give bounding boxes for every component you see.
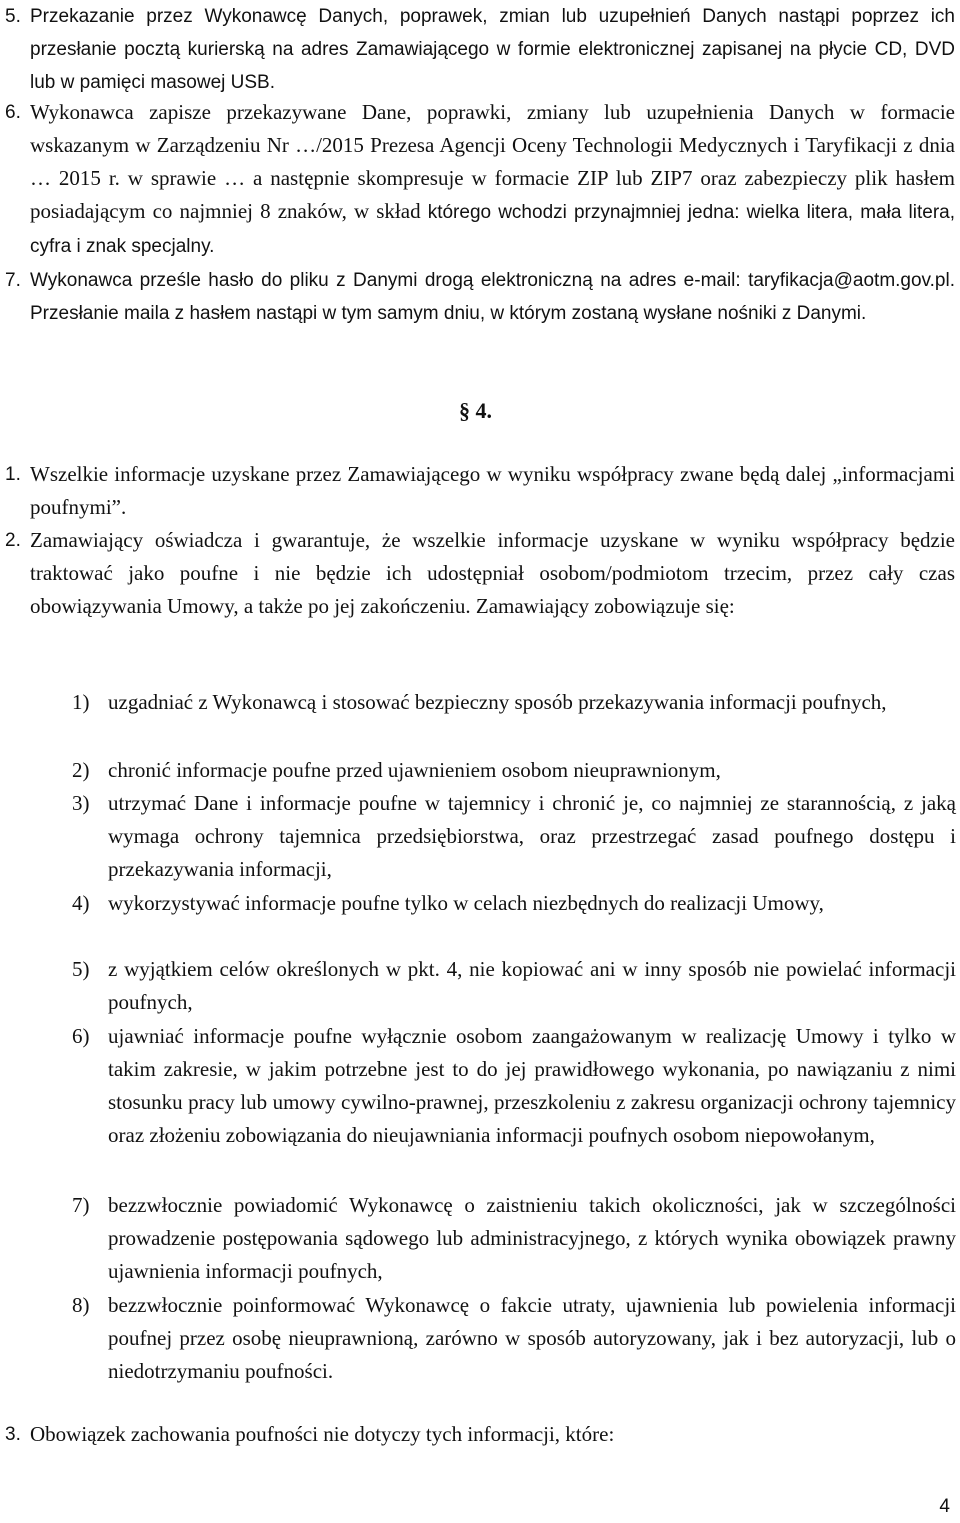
page-number: 4 — [939, 1496, 950, 1517]
paragraph-number: 1. — [5, 464, 21, 485]
obligation-item-6 — [72, 1020, 956, 1152]
obligation-item-3 — [72, 787, 956, 886]
obligation-number: 4) — [72, 891, 90, 915]
obligation-text: utrzymać Dane i informacje poufne w tajemnicy i chronić je, co najmniej ze starannością, z jaką wymaga ochrony tajemnica przedsiębiorstwa, oraz przestrzegać zasad poufnego dostępu i przekazywania informacji, — [108, 791, 956, 881]
obligation-number: 5) — [72, 957, 90, 981]
obligation-text: ujawniać informacje poufne wyłącznie osobom zaangażowanym w realizację Umowy i tylko w takim zakresie, w jakim potrzebne jest to do jej prawidłowego wykonania, po nawiązaniu z nimi stosunku pracy lub umowy cywilno-prawnej, przeszkoleniu z zakresu organizacji ochrony tajemnicy oraz złożeniu zobowiązania do nieujawniania informacji poufnych osobom niepowołanym, — [108, 1024, 956, 1147]
obligation-text: uzgadniać z Wykonawcą i stosować bezpieczny sposób przekazywania informacji poufnych, — [108, 690, 887, 714]
paragraph-7 — [0, 264, 955, 330]
paragraph-text — [30, 264, 955, 330]
paragraph-text-part-a: Wykonawca prześle hasło do pliku z Danymi drogą elektroniczną na adres e-mail: taryfikacja@aotm.gov.pl. — [30, 270, 955, 291]
paragraph-text: Wszelkie informacje uzyskane przez Zamawiającego w wyniku współpracy zwane będą dalej „informacjami poufnymi”. — [30, 462, 955, 519]
obligation-item-4 — [72, 887, 956, 920]
obligation-text: bezzwłocznie poinformować Wykonawcę o fakcie utraty, ujawnienia lub powielenia informacji poufnej przez osobę nieuprawnioną, zarówno w sposób autoryzowany, jak i bez autoryzacji, lub o niedotrzymaniu poufności. — [108, 1293, 956, 1383]
obligation-number: 2) — [72, 758, 90, 782]
paragraph-text — [30, 96, 955, 263]
paragraph-text: Obowiązek zachowania poufności nie dotyczy tych informacji, które: — [30, 1422, 615, 1446]
paragraph-number: 2. — [5, 530, 21, 551]
paragraph-text-part-a: Wykonawca zapisze przekazywane Dane, poprawki, zmiany lub uzupełnienia Danych w formacie wskazanym w Zarządzeniu Nr …/2015 Prezesa Agencji Oceny Technologii Medycznych i Taryfikacji z dnia … 2015 r. w sprawie … a następnie skompresuje w formacie ZIP lub ZIP7 oraz zabezpieczy plik hasłem posiadającym co najmniej 8 znaków, w skład — [30, 100, 955, 223]
paragraph-text: Przekazanie przez Wykonawcę Danych, poprawek, zmian lub uzupełnień Danych nastąpi poprzez ich przesłanie pocztą kurierską na adres Zamawiającego w formie elektronicznej zapisanej na płycie CD, DVD lub w pamięci masowej USB. — [30, 6, 955, 93]
paragraph-text-part-b: którego wchodzi przynajmniej jedna: wielka litera, mała litera, cyfra i znak specjalny. — [30, 202, 955, 257]
paragraph-6 — [0, 96, 955, 263]
obligation-item-7 — [72, 1189, 956, 1288]
obligation-number: 8) — [72, 1293, 90, 1317]
obligation-text: z wyjątkiem celów określonych w pkt. 4, nie kopiować ani w inny sposób nie powielać informacji poufnych, — [108, 957, 956, 1014]
paragraph-number: 6. — [5, 102, 21, 123]
section-paragraph-3 — [0, 1418, 955, 1451]
obligation-text: wykorzystywać informacje poufne tylko w celach niezbędnych do realizacji Umowy, — [108, 891, 824, 915]
paragraph-number: 3. — [5, 1424, 21, 1445]
obligation-item-8 — [72, 1289, 956, 1388]
section-paragraph-2 — [0, 524, 955, 623]
section-heading: § 4. — [459, 398, 492, 423]
paragraph-5 — [0, 0, 955, 99]
obligation-number: 1) — [72, 690, 90, 714]
obligation-text: chronić informacje poufne przed ujawnieniem osobom nieuprawnionym, — [108, 758, 721, 782]
paragraph-number: 5. — [5, 6, 21, 27]
obligation-number: 7) — [72, 1193, 90, 1217]
obligation-item-1 — [72, 686, 956, 719]
obligation-text: bezzwłocznie powiadomić Wykonawcę o zaistnieniu takich okoliczności, jak w szczególności prowadzenie postępowania sądowego lub administracyjnego, z których wynika obowiązek prawny ujawnienia informacji poufnych, — [108, 1193, 956, 1283]
obligation-item-2 — [72, 754, 956, 787]
paragraph-text: Zamawiający oświadcza i gwarantuje, że wszelkie informacje uzyskane w wyniku współpracy będzie traktować jako poufne i nie będzie ich udostępniał osobom/podmiotom trzecim, przez cały czas obowiązywania Umowy, a także po jej zakończeniu. Zamawiający zobowiązuje się: — [30, 528, 955, 618]
paragraph-text-part-b: Przesłanie maila z hasłem nastąpi w tym samym dniu, w którym zostaną wysłane nośniki z Danymi. — [30, 303, 867, 324]
obligation-number: 3) — [72, 791, 90, 815]
section-paragraph-1 — [0, 458, 955, 524]
obligation-item-5 — [72, 953, 956, 1019]
paragraph-number: 7. — [5, 270, 21, 291]
obligation-number: 6) — [72, 1024, 90, 1048]
